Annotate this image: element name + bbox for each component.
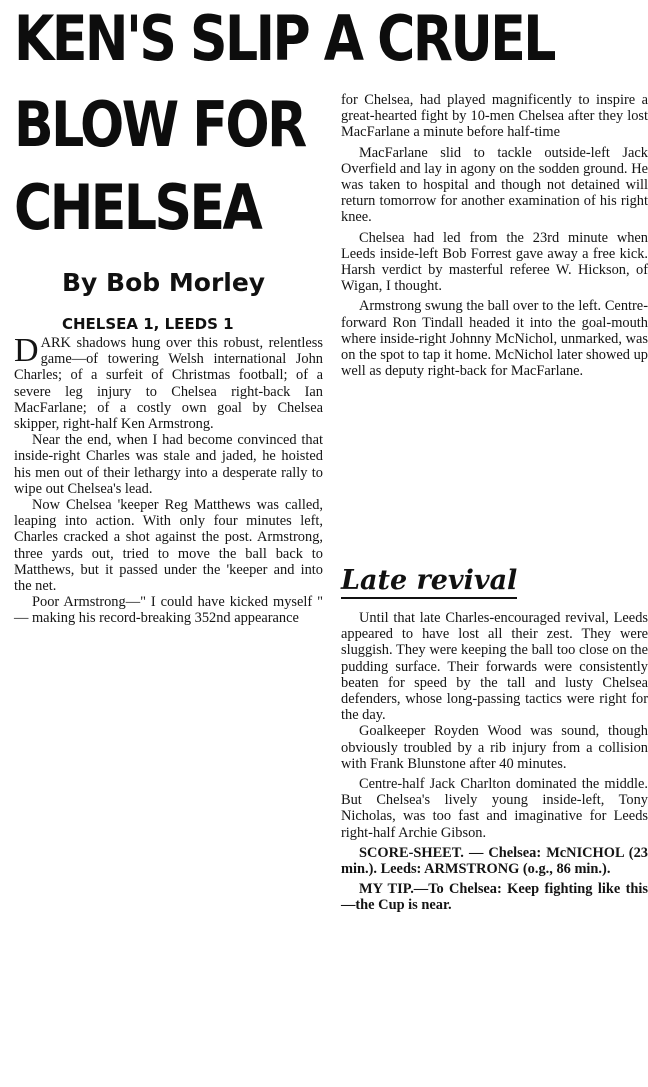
subhead-late-revival: Late revival (341, 565, 517, 599)
left-paragraph-3: Now Chelsea 'keeper Reg Matthews was called, leaping into action. With only four minutes left, Charles cracked a shot against the post. Armstrong, three yards out, tried to move the ball back to Matthews, but it passed under the 'keeper and into the net. (14, 497, 323, 595)
headline-line-2: BLOW FOR (14, 88, 305, 161)
right-column-top (341, 92, 648, 379)
left-paragraph-4: Poor Armstrong—" I could have kicked myself " — making his record-breaking 352nd appearance (14, 594, 323, 627)
left-paragraph-2: Near the end, when I had become convinced that inside-right Charles was stale and jaded, he hoisted his men out of their lethargy into a desperate rally to wipe out Chelsea's lead. (14, 432, 323, 497)
byline: By Bob Morley (62, 268, 266, 297)
right-bottom-paragraph-1: Until that late Charles-encouraged revival, Leeds appeared to have lost all their zest. They were sluggish. They were keeping the ball too close on the pudding surface. Their forwards were consistently beaten for speed by the tall and lusty Chelsea defenders, whose long-passing tactics were right for the day. (341, 610, 648, 724)
left-column (14, 332, 323, 627)
left-paragraph-1 (14, 332, 323, 433)
headline-line-1: KEN'S SLIP A CRUEL (14, 2, 554, 75)
right-column-bottom (341, 610, 648, 914)
right-paragraph-1: for Chelsea, had played magnificently to inspire a great-hearted fight by 10-men Chelsea after they lost MacFarlane a minute before half-time (341, 92, 648, 141)
right-bottom-paragraph-3: Centre-half Jack Charlton dominated the middle. But Chelsea's lively young inside-left, Tony Nicholas, was too fast and imaginative for Leeds right-half Archie Gibson. (341, 776, 648, 841)
drop-cap: D (14, 332, 39, 369)
score-sheet: SCORE-SHEET. — Chelsea: McNICHOL (23 min.). Leeds: ARMSTRONG (o.g., 86 min.). (341, 844, 648, 878)
right-bottom-paragraph-2: Goalkeeper Royden Wood was sound, though obviously troubled by a rib injury from a collision with Frank Blunstone after 40 minutes. (341, 723, 648, 772)
my-tip: MY TIP.—To Chelsea: Keep fighting like this—the Cup is near. (341, 881, 648, 914)
scoreline: CHELSEA 1, LEEDS 1 (62, 315, 234, 333)
right-paragraph-4: Armstrong swung the ball over to the left. Centre-forward Ron Tindall headed it into the goal-mouth where inside-right Johnny McNichol, unmarked, was on the spot to tap it home. McNichol later showed up well as deputy right-back for MacFarlane. (341, 298, 648, 380)
headline-line-3: CHELSEA (14, 171, 261, 244)
right-paragraph-3: Chelsea had led from the 23rd minute when Leeds inside-left Bob Forrest gave away a free kick. Harsh verdict by masterful referee W. Hickson, of Wigan, I thought. (341, 229, 648, 295)
right-paragraph-2: MacFarlane slid to tackle outside-left Jack Overfield and lay in agony on the sodden ground. He was taken to hospital and though not detained will return tomorrow for another examination of his right knee. (341, 144, 648, 226)
left-paragraph-1-text: ARK shadows hung over this robust, relentless game—of towering Welsh international John Charles; of a surfeit of Christmas football; of a severe leg injury to Chelsea right-back Ian MacFarlane; of a costly own goal by Chelsea skipper, right-half Ken Armstrong. (14, 335, 323, 433)
